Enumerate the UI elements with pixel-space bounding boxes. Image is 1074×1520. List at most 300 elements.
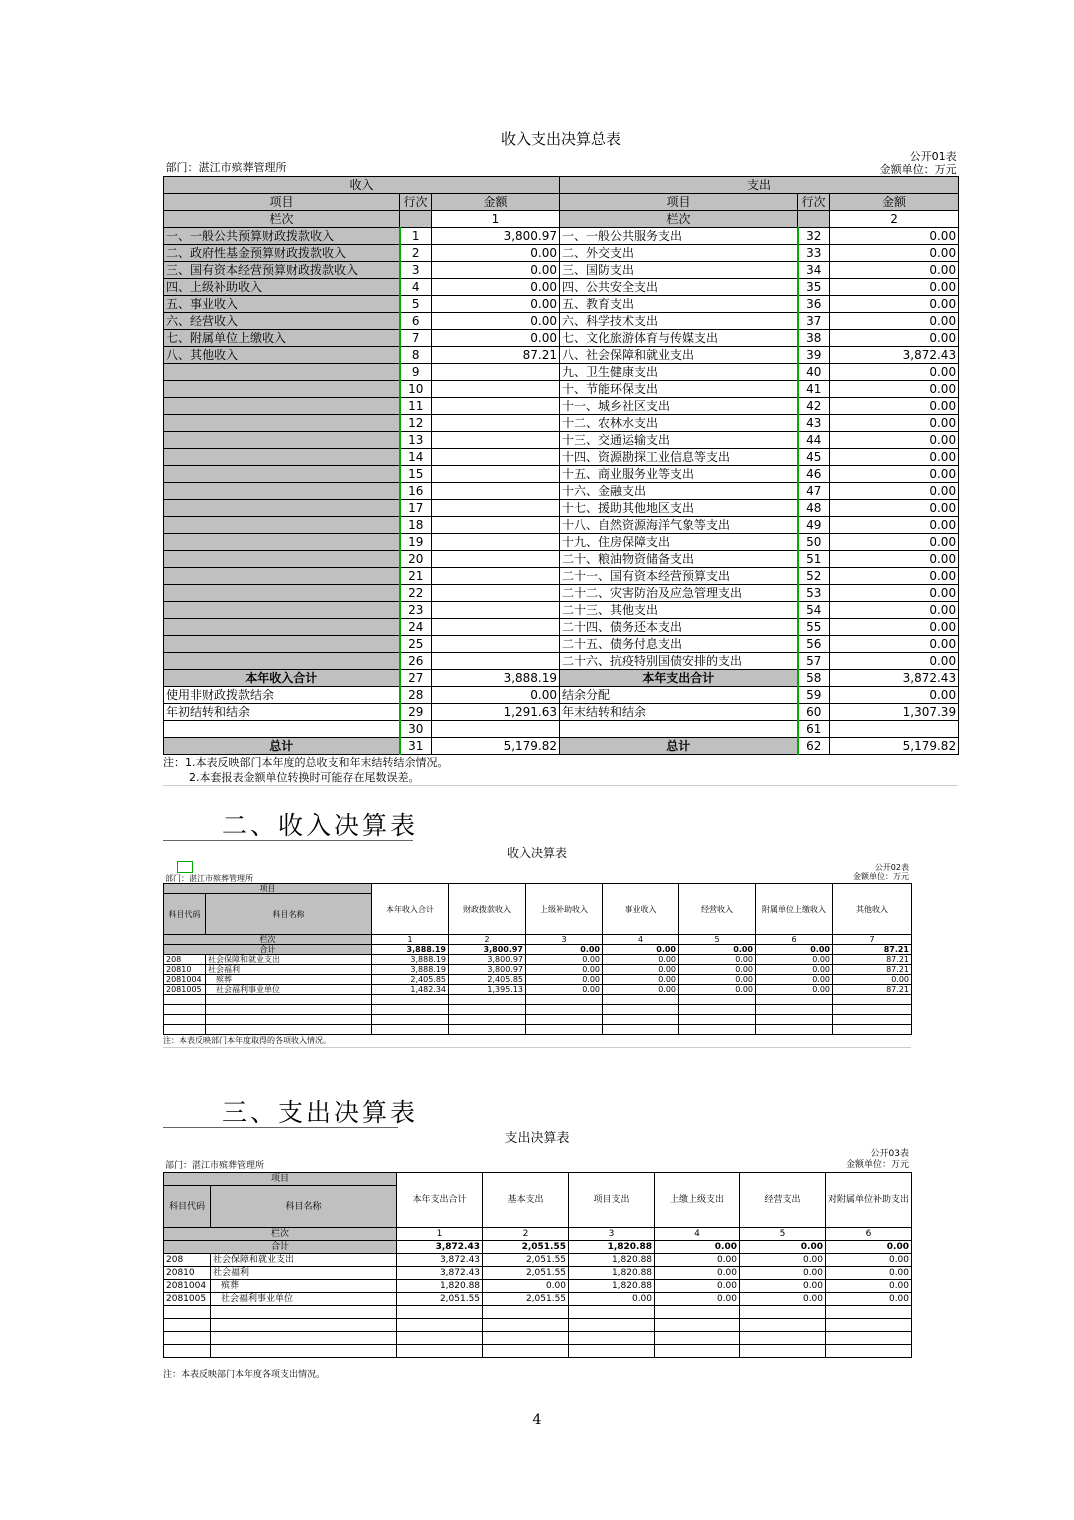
expense-header: 支出 [560,177,959,194]
table-row [164,466,959,483]
col-row: 行次 [400,194,432,211]
value-cell: 0.00 [483,1280,569,1293]
total-cell: 3,800.97 [449,945,526,955]
lanci-label: 栏次 [164,935,372,945]
col-name: 科目名称 [206,894,372,935]
value-cell: 0.00 [655,1267,740,1280]
form-number: 公开01表 [909,150,957,163]
total-cell: 0.00 [655,1241,740,1254]
value-cell: 0.00 [740,1254,826,1267]
table-row [164,975,912,985]
empty-cell [655,1319,740,1332]
income-amount [432,568,560,585]
income-item: 七、附属单位上缴收入 [164,330,400,347]
empty-cell [833,1015,912,1025]
income-amount [432,551,560,568]
expense-item: 二、外交支出 [560,245,798,262]
income-amount [432,381,560,398]
empty-cell [569,1306,655,1319]
expense-item: 三、国防支出 [560,262,798,279]
income-amount [432,415,560,432]
income-item: 使用非财政拨款结余 [164,687,400,704]
empty-cell [603,1015,679,1025]
expense-item: 十二、农林水支出 [560,415,798,432]
expense-item: 二十四、债务还本支出 [560,619,798,636]
lanci-number: 1 [432,211,560,228]
lanci-number: 4 [603,935,679,945]
income-amount [432,636,560,653]
expense-amount: 0.00 [830,279,959,296]
expense-item [560,721,798,738]
row-number: 29 [400,704,432,721]
col-header: 基本支出 [483,1173,569,1228]
income-item: 四、上级补助收入 [164,279,400,296]
subject-code: 208 [164,1254,211,1267]
expense-item: 总计 [560,738,798,755]
value-cell: 1,820.88 [569,1280,655,1293]
value-cell: 1,395.13 [449,985,526,995]
row-number: 28 [400,687,432,704]
value-cell: 0.00 [756,955,833,965]
row-number: 23 [400,602,432,619]
income-amount: 1,291.63 [432,704,560,721]
table-row [164,602,959,619]
empty-cell [164,1332,211,1345]
row-number: 26 [400,653,432,670]
dept-label: 部门：湛江市殡葬管理所 [165,874,253,883]
expense-amount: 0.00 [830,568,959,585]
table-row [164,1345,912,1358]
lanci-number: 3 [526,935,603,945]
expense-amount: 0.00 [830,534,959,551]
section-heading-expense: 三、支出决算表 [222,1098,419,1127]
dept-label: 部门：湛江市殡葬管理所 [165,161,287,174]
col-header: 附属单位上缴收入 [756,884,833,935]
dept-label: 部门：湛江市殡葬管理所 [165,1161,265,1171]
row-number: 38 [798,330,830,347]
lanci-number: 6 [756,935,833,945]
table-title: 支出决算表 [504,1131,570,1146]
table-row [164,568,959,585]
expense-item: 二十、粮油物资储备支出 [560,551,798,568]
empty-cell [211,1306,397,1319]
lanci-number: 4 [655,1228,740,1241]
expense-item: 年末结转和结余 [560,704,798,721]
income-amount [432,517,560,534]
row-number: 61 [798,721,830,738]
total-cell: 0.00 [756,945,833,955]
expense-amount: 0.00 [830,398,959,415]
value-cell: 3,888.19 [372,955,449,965]
expense-item: 十九、住房保障支出 [560,534,798,551]
empty-cell [679,1015,756,1025]
col-item: 项目 [560,194,798,211]
lanci-number: 5 [679,935,756,945]
value-cell: 0.00 [526,955,603,965]
total-cell: 3,872.43 [397,1241,483,1254]
income-item: 三、国有资本经营预算财政拨款收入 [164,262,400,279]
lanci-number: 2 [449,935,526,945]
total-cell: 0.00 [826,1241,912,1254]
lanci-number: 3 [569,1228,655,1241]
empty-cell [206,1025,372,1035]
empty-cell [740,1332,826,1345]
table-row [164,1319,912,1332]
expense-amount: 0.00 [830,245,959,262]
row-number: 20 [400,551,432,568]
empty-cell [569,1319,655,1332]
empty-cell [372,1025,449,1035]
income-item [164,551,400,568]
empty-cell [397,1332,483,1345]
expense-amount: 0.00 [830,517,959,534]
table-row [164,965,912,975]
table-row [164,228,959,245]
expense-item: 十一、城乡社区支出 [560,398,798,415]
row-number: 54 [798,602,830,619]
table-row [164,415,959,432]
value-cell: 0.00 [826,1267,912,1280]
table-row [164,1025,912,1035]
income-item [164,449,400,466]
subject-name: 社会福利 [211,1267,397,1280]
row-number: 19 [400,534,432,551]
value-cell: 0.00 [655,1293,740,1306]
empty-cell [679,1025,756,1035]
empty-cell [211,1345,397,1358]
subject-name: 社会福利事业单位 [211,1293,397,1306]
total-cell: 0.00 [603,945,679,955]
table-row [164,1332,912,1345]
col-header: 本年收入合计 [372,884,449,935]
subject-name: 殡葬 [211,1280,397,1293]
empty-cell [826,1306,912,1319]
col-header: 项目支出 [569,1173,655,1228]
expense-item: 二十二、灾害防治及应急管理支出 [560,585,798,602]
empty-cell [483,1306,569,1319]
table-row [164,364,959,381]
empty-cell [756,995,833,1005]
income-item [164,653,400,670]
value-cell: 0.00 [740,1267,826,1280]
row-number: 56 [798,636,830,653]
expense-amount: 3,872.43 [830,670,959,687]
expense-item: 七、文化旅游体育与传媒支出 [560,330,798,347]
income-item: 本年收入合计 [164,670,400,687]
value-cell: 3,800.97 [449,955,526,965]
table-row [164,738,959,755]
table-row [164,551,959,568]
lanci-label: 栏次 [164,211,400,228]
income-item [164,636,400,653]
empty-cell [603,1005,679,1015]
expense-item: 四、公共安全支出 [560,279,798,296]
empty-cell [740,1345,826,1358]
income-header: 收入 [164,177,560,194]
total-label: 合计 [164,945,372,955]
total-label: 合计 [164,1241,397,1254]
value-cell: 0.00 [603,955,679,965]
expense-amount: 0.00 [830,313,959,330]
income-amount: 0.00 [432,296,560,313]
row-number: 8 [400,347,432,364]
income-amount: 3,800.97 [432,228,560,245]
table-row [164,398,959,415]
empty-cell [397,1306,483,1319]
income-item: 五、事业收入 [164,296,400,313]
total-cell: 3,888.19 [372,945,449,955]
income-item [164,466,400,483]
income-amount: 3,888.19 [432,670,560,687]
col-item: 项目 [164,194,400,211]
col-row: 行次 [798,194,830,211]
col-header: 对附属单位补助支出 [826,1173,912,1228]
value-cell: 0.00 [740,1280,826,1293]
expense-amount [830,721,959,738]
empty-cell [164,1005,206,1015]
row-number: 62 [798,738,830,755]
expense-amount: 0.00 [830,653,959,670]
lanci-number: 6 [826,1228,912,1241]
table-row [164,432,959,449]
value-cell: 2,051.55 [483,1293,569,1306]
expense-item: 九、卫生健康支出 [560,364,798,381]
col-header: 本年支出合计 [397,1173,483,1228]
subject-name: 社会保障和就业支出 [206,955,372,965]
value-cell: 0.00 [655,1254,740,1267]
empty-cell [526,1015,603,1025]
total-cell: 87.21 [833,945,912,955]
value-cell: 3,872.43 [397,1254,483,1267]
expense-item: 二十一、国有资本经营预算支出 [560,568,798,585]
expense-amount: 0.00 [830,551,959,568]
income-amount [432,619,560,636]
total-cell: 0.00 [679,945,756,955]
table-row [164,296,959,313]
table-row [164,670,959,687]
income-amount [432,585,560,602]
row-number: 12 [400,415,432,432]
table-row [164,619,959,636]
col-item: 项目 [164,884,372,894]
col-amount: 金额 [830,194,959,211]
income-amount [432,449,560,466]
row-number: 44 [798,432,830,449]
row-number: 30 [400,721,432,738]
income-item [164,619,400,636]
subject-name: 社会保障和就业支出 [211,1254,397,1267]
income-settlement-table [163,845,911,1048]
row-number: 7 [400,330,432,347]
subject-code: 20810 [164,1267,211,1280]
empty-cell [833,995,912,1005]
empty-cell [206,1015,372,1025]
row-number: 13 [400,432,432,449]
row-number: 5 [400,296,432,313]
value-cell: 0.00 [679,975,756,985]
subject-code: 2081004 [164,975,206,985]
expense-item: 五、教育支出 [560,296,798,313]
empty-cell [483,1319,569,1332]
empty-cell [655,1332,740,1345]
expense-amount: 0.00 [830,415,959,432]
income-item [164,364,400,381]
expense-item: 十八、自然资源海洋气象等支出 [560,517,798,534]
total-cell: 2,051.55 [483,1241,569,1254]
expense-item: 十四、资源勘探工业信息等支出 [560,449,798,466]
col-header: 财政拨款收入 [449,884,526,935]
expense-amount: 0.00 [830,687,959,704]
subject-code: 2081005 [164,985,206,995]
table-row [164,721,959,738]
income-item: 总计 [164,738,400,755]
row-number: 37 [798,313,830,330]
unit-label: 金额单位：万元 [853,872,909,881]
table-row [164,483,959,500]
table-row [164,330,959,347]
empty-cell [526,995,603,1005]
lanci-number: 1 [372,935,449,945]
subject-name: 殡葬 [206,975,372,985]
row-number: 59 [798,687,830,704]
expense-amount: 0.00 [830,432,959,449]
row-number: 41 [798,381,830,398]
table-row [164,1293,912,1306]
expense-settlement-table [163,1130,911,1384]
income-item: 一、一般公共预算财政拨款收入 [164,228,400,245]
row-number: 58 [798,670,830,687]
value-cell: 1,820.88 [397,1280,483,1293]
empty-cell [164,1025,206,1035]
row-number: 17 [400,500,432,517]
lanci-number: 5 [740,1228,826,1241]
expense-amount: 0.00 [830,364,959,381]
table-row [164,262,959,279]
row-number: 2 [400,245,432,262]
table-row [164,636,959,653]
section-heading-income: 二、收入决算表 [222,811,419,840]
value-cell: 3,872.43 [397,1267,483,1280]
row-number: 32 [798,228,830,245]
income-item [164,585,400,602]
income-item: 六、经营收入 [164,313,400,330]
table-title: 收入决算表 [506,846,567,860]
income-item [164,432,400,449]
empty-cell [211,1332,397,1345]
table-row [164,1267,912,1280]
row-number: 11 [400,398,432,415]
income-amount: 0.00 [432,245,560,262]
empty-cell [206,995,372,1005]
expense-amount: 0.00 [830,228,959,245]
expense-item: 结余分配 [560,687,798,704]
row-number: 4 [400,279,432,296]
income-amount [432,364,560,381]
row-number: 51 [798,551,830,568]
value-cell: 0.00 [826,1280,912,1293]
row-number: 33 [798,245,830,262]
value-cell: 0.00 [526,975,603,985]
value-cell: 1,820.88 [569,1254,655,1267]
lanci-number: 1 [397,1228,483,1241]
cell-selector-icon [177,861,193,873]
income-amount [432,602,560,619]
subject-code: 2081005 [164,1293,211,1306]
row-number: 21 [400,568,432,585]
col-header: 其他收入 [833,884,912,935]
subject-code: 2081004 [164,1280,211,1293]
table-row [164,279,959,296]
table-row [164,517,959,534]
page-number: 4 [532,1412,542,1428]
empty-cell [833,1025,912,1035]
empty-cell [449,1025,526,1035]
col-code: 科目代码 [164,894,206,935]
expense-amount: 5,179.82 [830,738,959,755]
income-item: 年初结转和结余 [164,704,400,721]
total-cell: 0.00 [740,1241,826,1254]
income-amount [432,534,560,551]
col-name: 科目名称 [211,1186,397,1228]
value-cell: 0.00 [756,975,833,985]
table-row [164,449,959,466]
expense-amount: 0.00 [830,602,959,619]
row-number: 46 [798,466,830,483]
expense-amount: 1,307.39 [830,704,959,721]
row-number: 6 [400,313,432,330]
table-row [164,704,959,721]
expense-amount: 0.00 [830,262,959,279]
table-row [164,1015,912,1025]
income-amount [432,500,560,517]
note-line: 注：1.本表反映部门本年度的总收支和年末结转结余情况。 [163,756,449,769]
income-item [164,568,400,585]
table-row [164,313,959,330]
income-item [164,398,400,415]
empty-cell [833,1005,912,1015]
total-cell: 0.00 [526,945,603,955]
empty-cell [164,1306,211,1319]
empty-cell [483,1345,569,1358]
table-row [164,687,959,704]
value-cell: 0.00 [826,1254,912,1267]
row-number: 35 [798,279,830,296]
value-cell: 0.00 [826,1293,912,1306]
value-cell: 3,800.97 [449,965,526,975]
table-row [164,245,959,262]
expense-item: 十、节能环保支出 [560,381,798,398]
income-item [164,534,400,551]
empty-cell [756,1015,833,1025]
income-amount: 87.21 [432,347,560,364]
row-number: 25 [400,636,432,653]
row-number: 60 [798,704,830,721]
empty-cell [483,1332,569,1345]
empty-cell [655,1345,740,1358]
empty-cell [569,1345,655,1358]
table-row [164,381,959,398]
row-number: 15 [400,466,432,483]
empty-cell [826,1345,912,1358]
total-cell: 1,820.88 [569,1241,655,1254]
empty-cell [526,1025,603,1035]
empty-cell [206,1005,372,1015]
value-cell: 0.00 [679,955,756,965]
empty-cell [603,1025,679,1035]
income-item [164,381,400,398]
value-cell: 0.00 [526,965,603,975]
row-number: 48 [798,500,830,517]
